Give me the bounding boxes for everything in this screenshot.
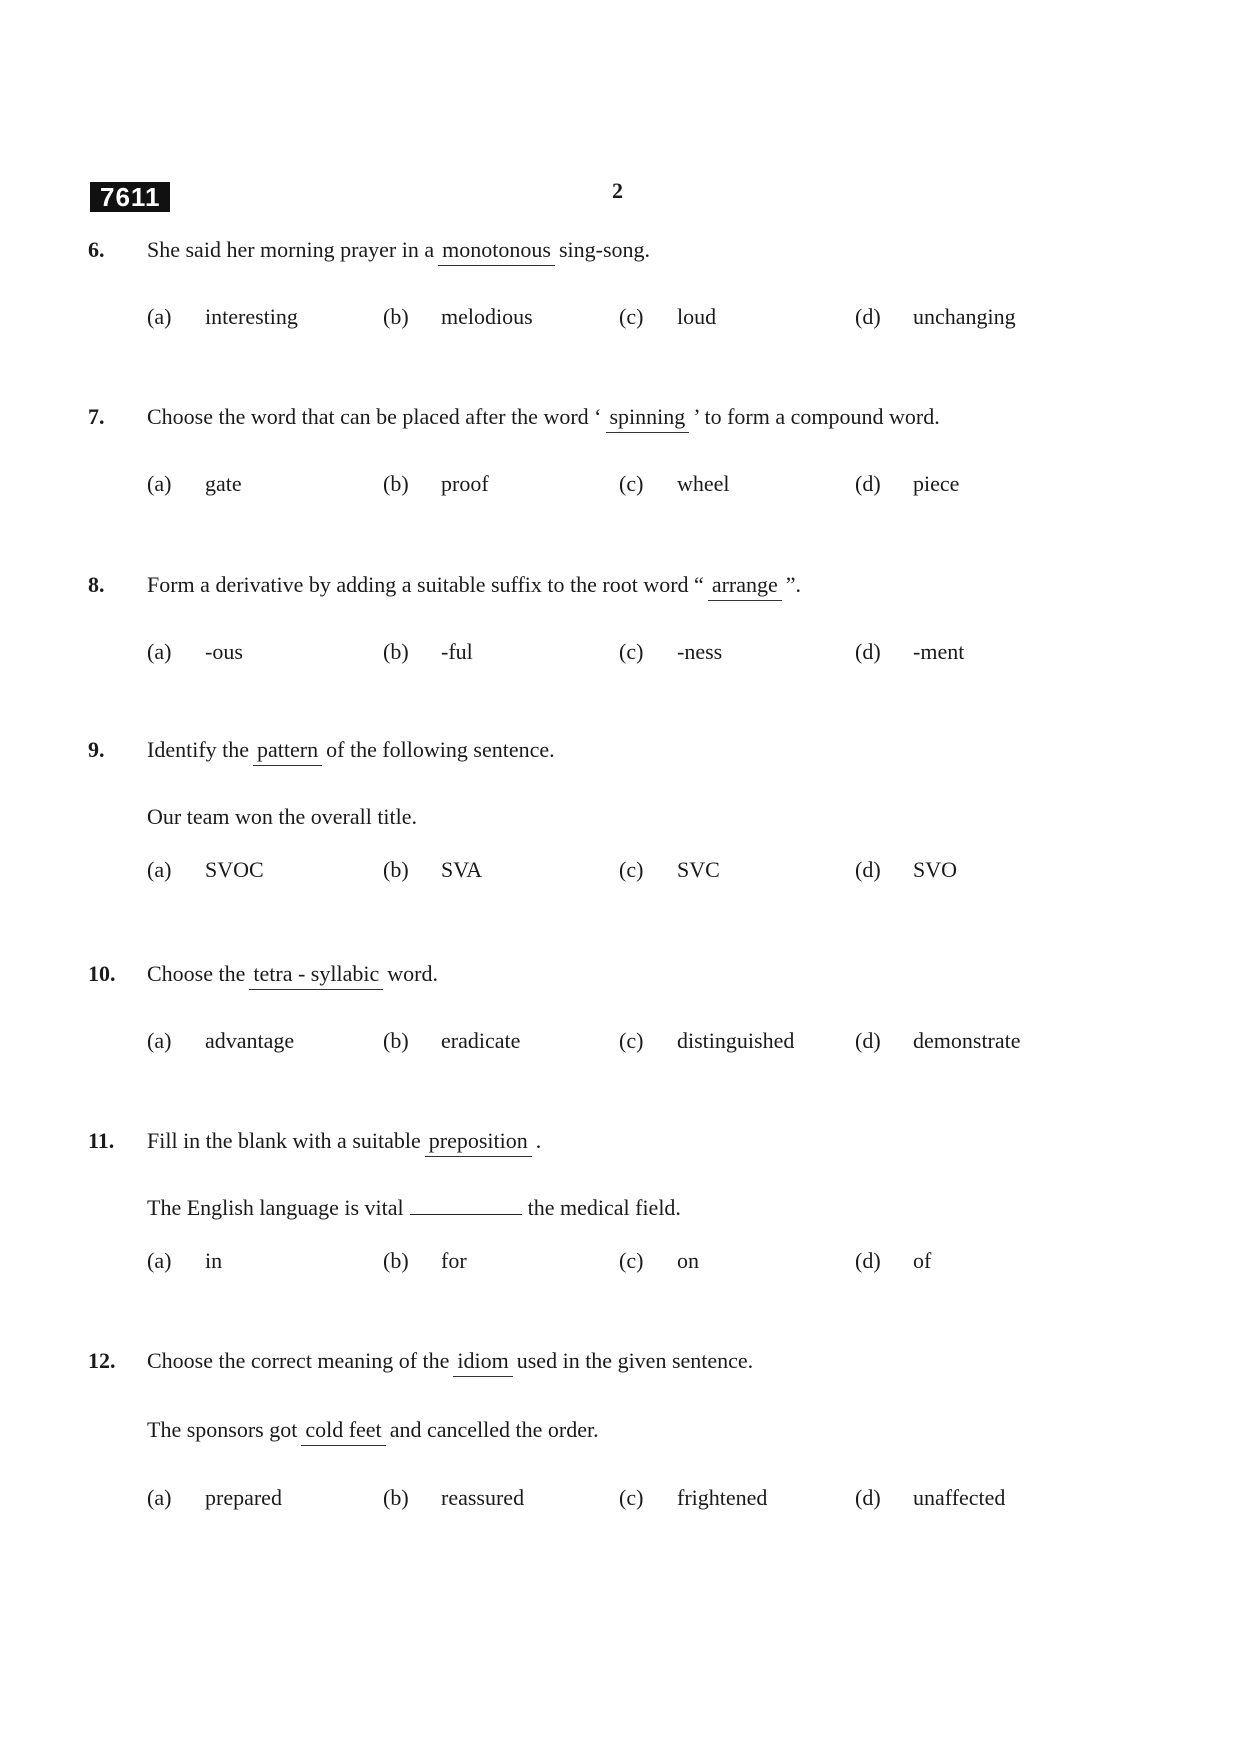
question-number: 7. (88, 404, 105, 429)
example-sentence: The English language is vital the medical field. (147, 1195, 681, 1220)
question-text: Choose the tetra - syllabic word. (147, 961, 438, 990)
underlined-idiom: cold feet (301, 1417, 385, 1446)
question-text: Form a derivative by adding a suitable suffix to the root word “ arrange ”. (147, 572, 801, 601)
question-number: 11. (88, 1128, 115, 1153)
question-number: 9. (88, 737, 105, 762)
question-number: 12. (88, 1348, 116, 1373)
question-text: Fill in the blank with a suitable preposition . (147, 1128, 541, 1157)
paper-code-badge: 7611 (90, 182, 170, 212)
answer-blank (410, 1213, 522, 1215)
underlined-word: spinning (606, 404, 690, 433)
question-text: Choose the correct meaning of the idiom used in the given sentence. (147, 1348, 753, 1377)
example-sentence: The sponsors got cold feet and cancelled the order. (147, 1417, 599, 1446)
example-sentence: Our team won the overall title. (147, 804, 418, 829)
question-number: 10. (88, 961, 116, 986)
underlined-word: arrange (708, 572, 782, 601)
question-text: She said her morning prayer in a monotonous sing-song. (147, 237, 650, 266)
question-number: 8. (88, 572, 105, 597)
underlined-word: idiom (453, 1348, 512, 1377)
question-number: 6. (88, 237, 105, 262)
underlined-word: tetra - syllabic (249, 961, 383, 990)
underlined-word: preposition (425, 1128, 532, 1157)
question-text: Identify the pattern of the following sentence. (147, 737, 555, 766)
question-text: Choose the word that can be placed after the word ‘ spinning ’ to form a compound word. (147, 404, 940, 433)
page-number: 2 (612, 178, 623, 203)
underlined-word: monotonous (438, 237, 555, 266)
underlined-word: pattern (253, 737, 322, 766)
